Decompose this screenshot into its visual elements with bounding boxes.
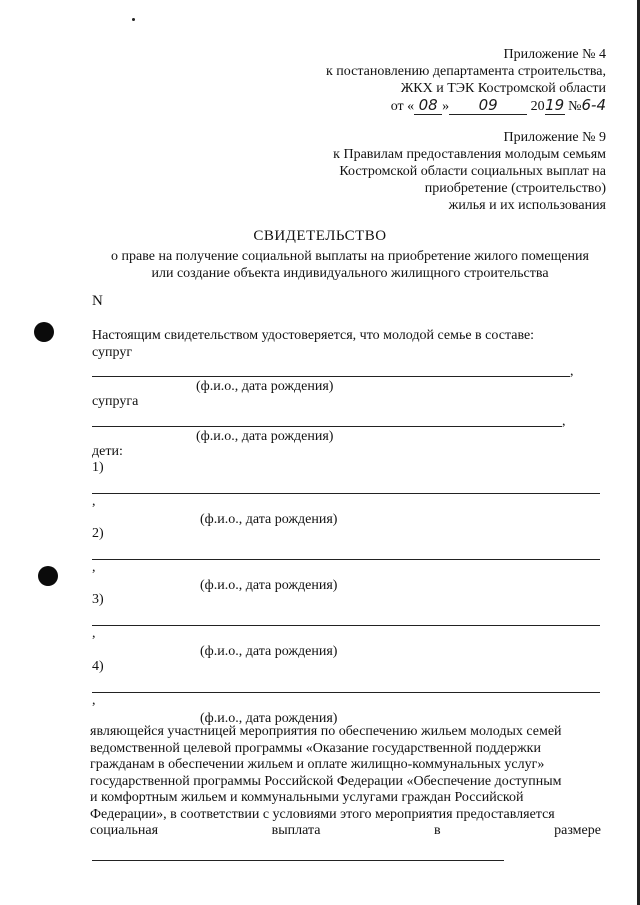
body-line-5: и комфортным жильем и коммунальными услугами граждан Российской <box>90 790 524 805</box>
number-prefix: № <box>568 99 582 114</box>
husband-caption: (ф.и.о., дата рождения) <box>196 379 334 394</box>
punch-hole-bottom <box>38 566 58 586</box>
child-3-number: 3) <box>92 592 104 607</box>
wife-name-line <box>92 426 562 427</box>
appendix-4-date-line <box>326 97 606 115</box>
husband-comma: , <box>570 364 574 379</box>
subtitle-line-1: о праве на получение социальной выплаты на приобретение жилого помещения <box>111 249 589 264</box>
wife-caption: (ф.и.о., дата рождения) <box>196 429 334 444</box>
body-line-6: Федерации», в соответствии с условиями этого мероприятия предоставляется <box>90 806 555 822</box>
date-day-field <box>414 98 442 115</box>
date-month-field <box>449 98 527 115</box>
appendix-4-line2: к постановлению департамента строительства, <box>325 64 606 79</box>
wife-comma: , <box>562 414 566 429</box>
body-word-1: социальная <box>90 823 159 838</box>
body-word-4: размере <box>554 823 601 838</box>
child-1-comma: , <box>92 494 96 509</box>
appendix-9-line4: приобретение (строительство) <box>424 181 606 196</box>
husband-label: супруг <box>92 345 133 360</box>
child-4-name-line <box>92 692 600 693</box>
child-4-comma: , <box>92 693 96 708</box>
appendix-9-line2: к Правилам предоставления молодым семьям <box>333 147 606 162</box>
body-word-2: выплата <box>271 823 321 838</box>
date-month: 09 <box>478 96 498 114</box>
appendix-4-line3: ЖКХ и ТЭК Костромской области <box>400 81 606 96</box>
appendix-4-block <box>326 46 606 115</box>
amount-line <box>92 860 504 861</box>
body-line-4: государственной программы Российской Федерации «Обеспечение доступным <box>90 773 562 789</box>
appendix-9-block <box>333 129 606 214</box>
child-2-caption: (ф.и.о., дата рождения) <box>200 578 338 593</box>
date-year: 19 <box>545 96 565 114</box>
child-4-caption: (ф.и.о., дата рождения) <box>200 711 338 726</box>
child-3-name-line <box>92 625 600 626</box>
scan-speck <box>132 18 135 21</box>
child-1-name-line <box>92 493 600 494</box>
child-2-comma: , <box>92 560 96 575</box>
certificate-subtitle <box>90 248 610 282</box>
child-3-comma: , <box>92 626 96 641</box>
body-line-1: являющейся участницей мероприятия по обеспечению жильем молодых семей <box>90 724 562 739</box>
date-day: 08 <box>418 96 438 114</box>
child-4-number: 4) <box>92 659 104 674</box>
date-year-prefix: 20 <box>530 99 545 114</box>
appendix-9-line3: Костромской области социальных выплат на <box>339 164 606 179</box>
child-1-number: 1) <box>92 460 104 475</box>
children-label: дети: <box>92 444 123 459</box>
certificate-number-label: N <box>92 293 103 309</box>
child-3-caption: (ф.и.о., дата рождения) <box>200 644 338 659</box>
date-sep: » <box>442 99 450 114</box>
appendix-9-line5: жилья и их использования <box>448 198 606 213</box>
appendix-4-title: Приложение № 4 <box>503 47 606 62</box>
body-word-3: в <box>433 823 441 838</box>
wife-label: супруга <box>92 394 139 409</box>
appendix-9-title: Приложение № 9 <box>503 130 606 145</box>
body-last-line <box>90 823 601 840</box>
certificate-intro: Настоящим свидетельством удостоверяется, что молодой семье в составе: <box>92 328 535 343</box>
child-1-caption: (ф.и.о., дата рождения) <box>200 512 338 527</box>
body-line-3: гражданам в обеспечении жильем и оплате жилищно-коммунальных услуг» <box>90 757 545 772</box>
child-2-name-line <box>92 559 600 560</box>
body-paragraph <box>90 724 601 840</box>
date-year-field <box>545 98 565 115</box>
certificate-title: СВИДЕТЕЛЬСТВО <box>253 228 387 244</box>
subtitle-line-2: или создание объекта индивидуального жилищного строительства <box>151 266 549 281</box>
date-prefix: от « <box>390 99 415 114</box>
number-value: 6-4 <box>581 96 606 114</box>
punch-hole-top <box>34 322 54 342</box>
child-2-number: 2) <box>92 526 104 541</box>
body-line-2: ведомственной целевой программы «Оказание государственной поддержки <box>90 740 541 756</box>
husband-name-line <box>92 376 570 377</box>
